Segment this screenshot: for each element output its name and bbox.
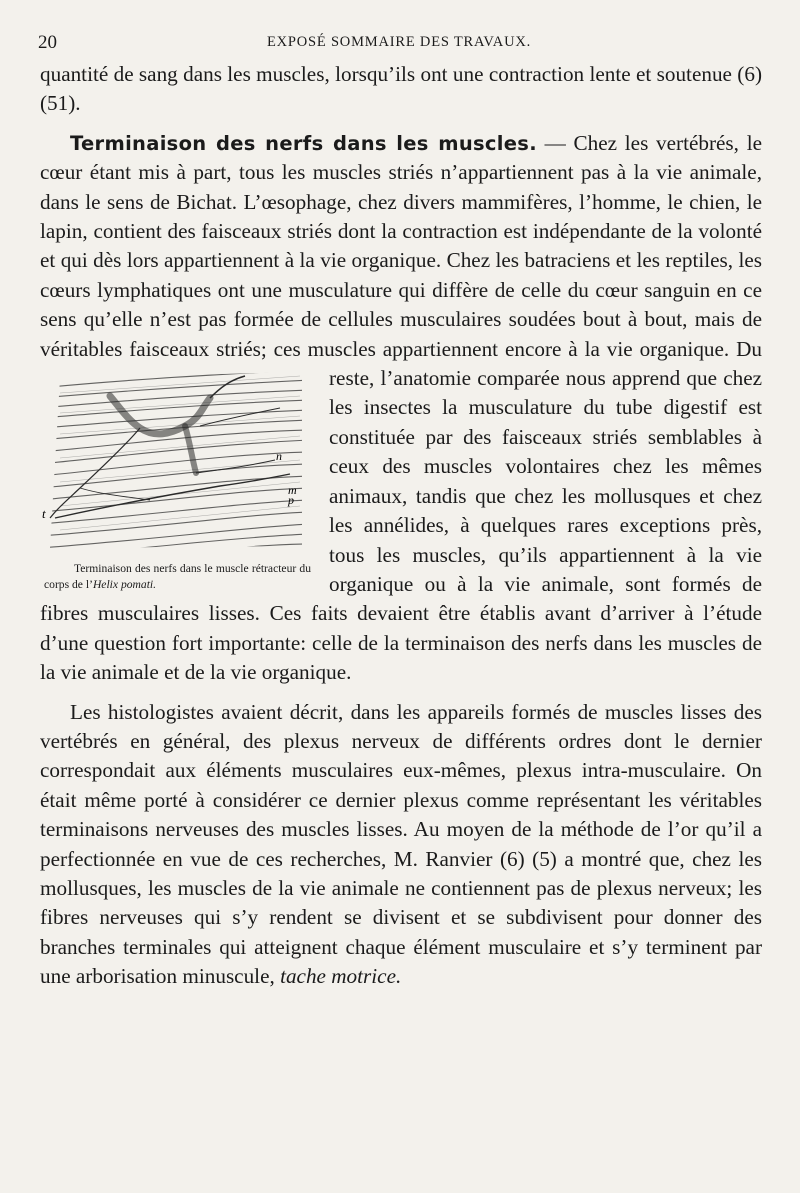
figure-illustration <box>40 368 310 553</box>
running-title: EXPOSÉ SOMMAIRE DES TRAVAUX. <box>266 34 532 50</box>
figure-caption <box>40 561 315 593</box>
paragraph-continuation: quantité de sang dans les muscles, lorsqu’ils ont une contraction lente et soutenue (6) (51). <box>40 62 762 116</box>
figure-muscle-nerve <box>40 368 315 593</box>
figure-label-n: n <box>276 449 282 464</box>
paragraph-histologists <box>40 698 762 992</box>
page-number: 20 <box>38 32 57 53</box>
page-header <box>38 32 760 58</box>
section-heading: Terminaison des nerfs dans les muscles. <box>70 131 537 155</box>
figure-label-m: m <box>288 483 297 498</box>
paragraph-text-part-2: que chez les insectes la musculature du tube digestif est constituée par des faisceaux striés semblables à ceux des muscles volontaires chez les mêmes animaux, tandis que chez les mollusques et chez les annélides, à quelques rares exceptions près, tous les muscles, qu’ils appartiennent à la vie organique ou à la vie animale, sont formés de fibres musculaires lisses. Ces faits devaient être établis avant d’arriver à l’étude d’une question fort importante: celle de la terminaison des nerfs dans les muscles de la vie animale et de la vie organique. <box>40 366 762 685</box>
paragraph-text: Les histologistes avaient décrit, dans les appareils formés de muscles lisses des vertébrés en général, des plexus nerveux de différents ordres dont le dernier correspondait aux éléments musculaires eux-mêmes, plexus intra-musculaire. On était même porté à considérer ce dernier plexus comme représentant les véritables terminaisons nerveuses des muscles lisses. Au moyen de la méthode de l’or qu’il a perfectionnée en vue de ces recherches, M. Ranvier (6) (5) a montré que, chez les mollusques, les muscles de la vie animale ne contiennent pas de plexus nerveux; les fibres nerveuses qui s’y rendent se divisent et se subdivisent pour donner des branches terminales qui atteignent chaque élément musculaire et s’y terminent par une arborisation minuscule, <box>40 699 762 989</box>
paragraph-nerve-termination <box>40 129 762 688</box>
paragraph-italic-end: tache motrice. <box>280 964 402 989</box>
figure-caption-species: Helix pomati. <box>92 578 157 592</box>
figure-label-t: t <box>42 506 46 522</box>
figure-label-p: p <box>288 493 294 508</box>
paragraph-text-part-1: — Chez les vertébrés, le cœur étant mis à part, tous les muscles striés n’appartiennent pas à la vie animale, dans le sens de Bichat. L’œsophage, chez divers mammifères, l’homme, le chien, le lapin, contient des faisceaux striés dont la contraction est indépendante de la volonté et qui dès lors appartiennent à la vie organique. Chez les batraciens et les reptiles, les cœurs lymphatiques ont une musculature qui diffère de celle du cœur sanguin en ce sens qu’elle n’est pas formée de cellules musculaires soudées bout à bout, mais de véritables faisceaux striés; ces muscles appartiennent encore à la vie organique. Du reste, l’anatomie comparée nous apprend <box>40 130 762 391</box>
body-text <box>40 60 762 992</box>
figure-caption-text: Terminaison des nerfs dans le muscle rétracteur du corps de l’ <box>44 562 311 592</box>
